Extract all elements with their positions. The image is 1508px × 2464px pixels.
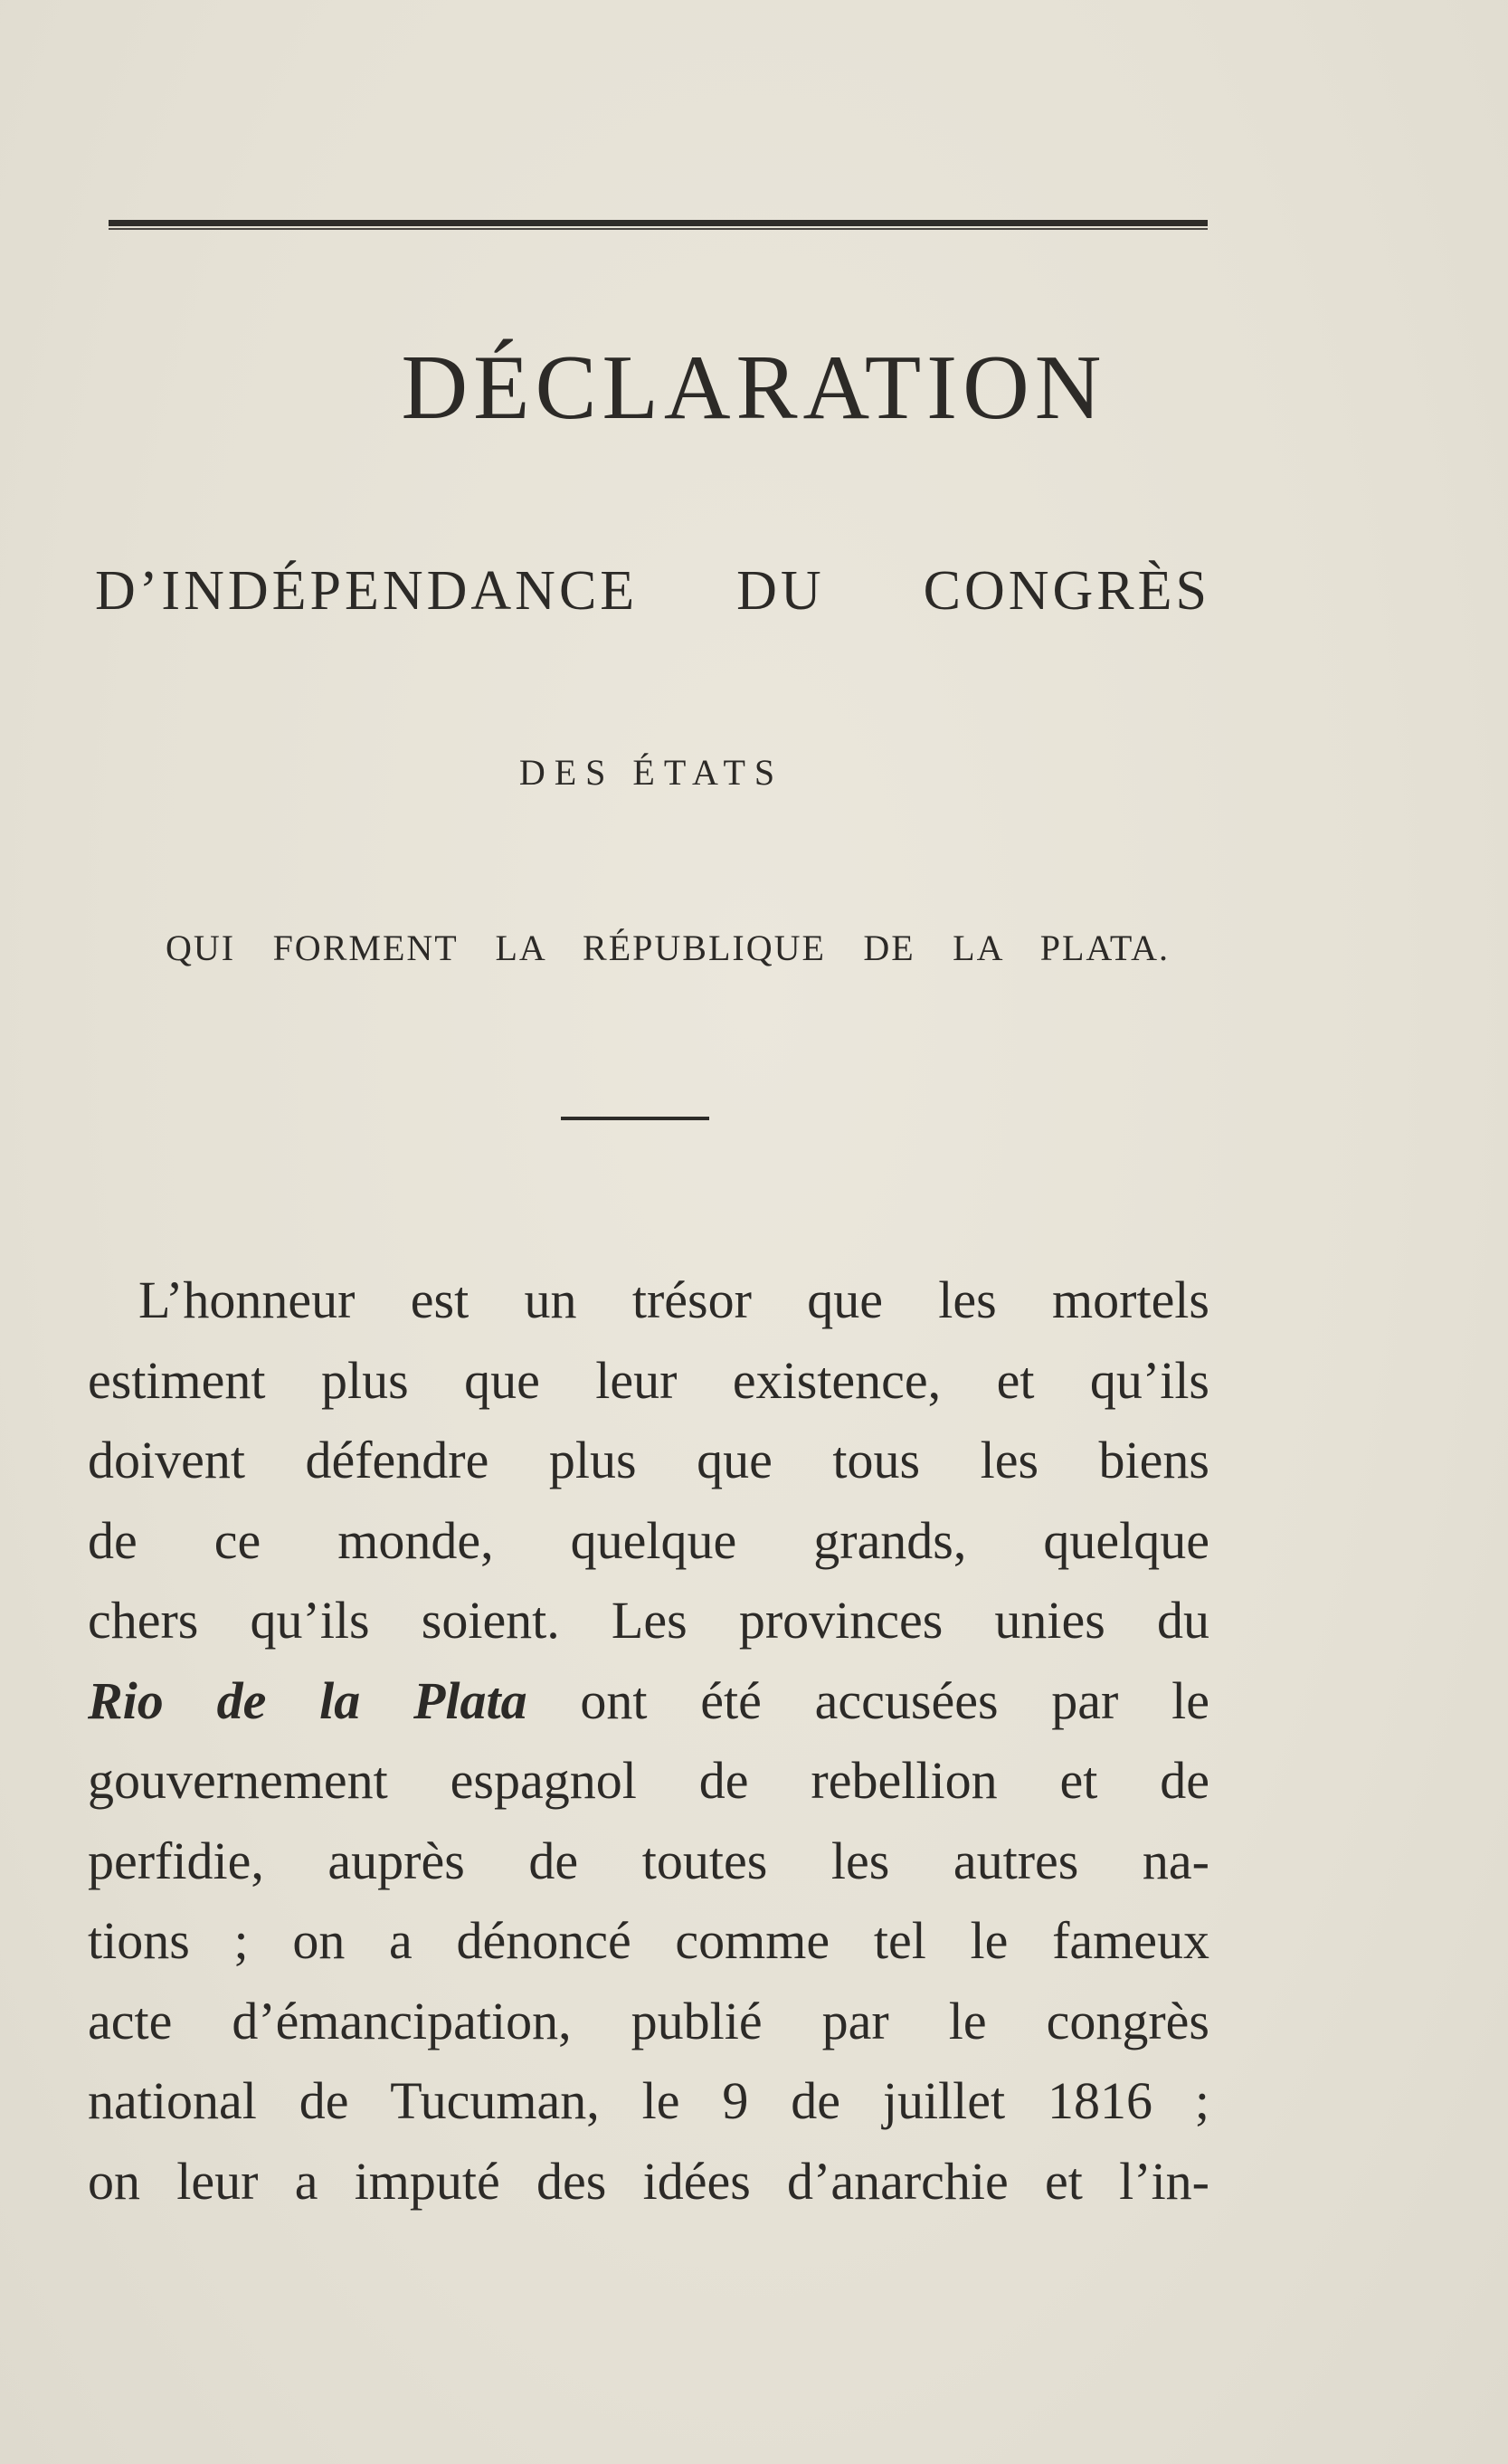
page-title: DÉCLARATION	[401, 337, 1107, 439]
header-double-rule	[109, 220, 1208, 226]
body-line-with-italic	[88, 1661, 1209, 1742]
body-line: national de Tucuman, le 9 de juillet 1816 ;	[88, 2071, 1209, 2130]
subtitle-line-2: DES ÉTATS	[518, 752, 784, 793]
body-line-rest: ont été accusées par le	[526, 1670, 1209, 1730]
body-line: de ce monde, quelque grands, quelque	[88, 1510, 1209, 1570]
body-line: estiment plus que leur existence, et qu’ils	[88, 1350, 1209, 1410]
body-line: L’honneur est un trésor que les mortels	[138, 1270, 1209, 1329]
body-paragraph	[88, 1261, 1209, 2221]
body-line: acte d’émancipation, publié par le congrès	[88, 1991, 1209, 2050]
subtitle-line-3: QUI FORMENT LA RÉPUBLIQUE DE LA PLATA.	[166, 928, 1170, 968]
body-line: on leur a imputé des idées d’anarchie et l’in-	[88, 2151, 1209, 2211]
section-divider	[561, 1117, 709, 1120]
subtitle-line-1: D’INDÉPENDANCE DU CONGRÈS	[95, 560, 1210, 622]
body-line: perfidie, auprès de toutes les autres na-	[88, 1831, 1209, 1890]
italic-place-name: Rio de la Plata	[88, 1670, 527, 1730]
body-line: tions ; on a dénoncé comme tel le fameux	[88, 1911, 1209, 1970]
body-line: doivent défendre plus que tous les biens	[88, 1431, 1209, 1489]
body-line: gouvernement espagnol de rebellion et de	[88, 1751, 1209, 1810]
body-line: chers qu’ils soient. Les provinces unies du	[88, 1591, 1209, 1650]
